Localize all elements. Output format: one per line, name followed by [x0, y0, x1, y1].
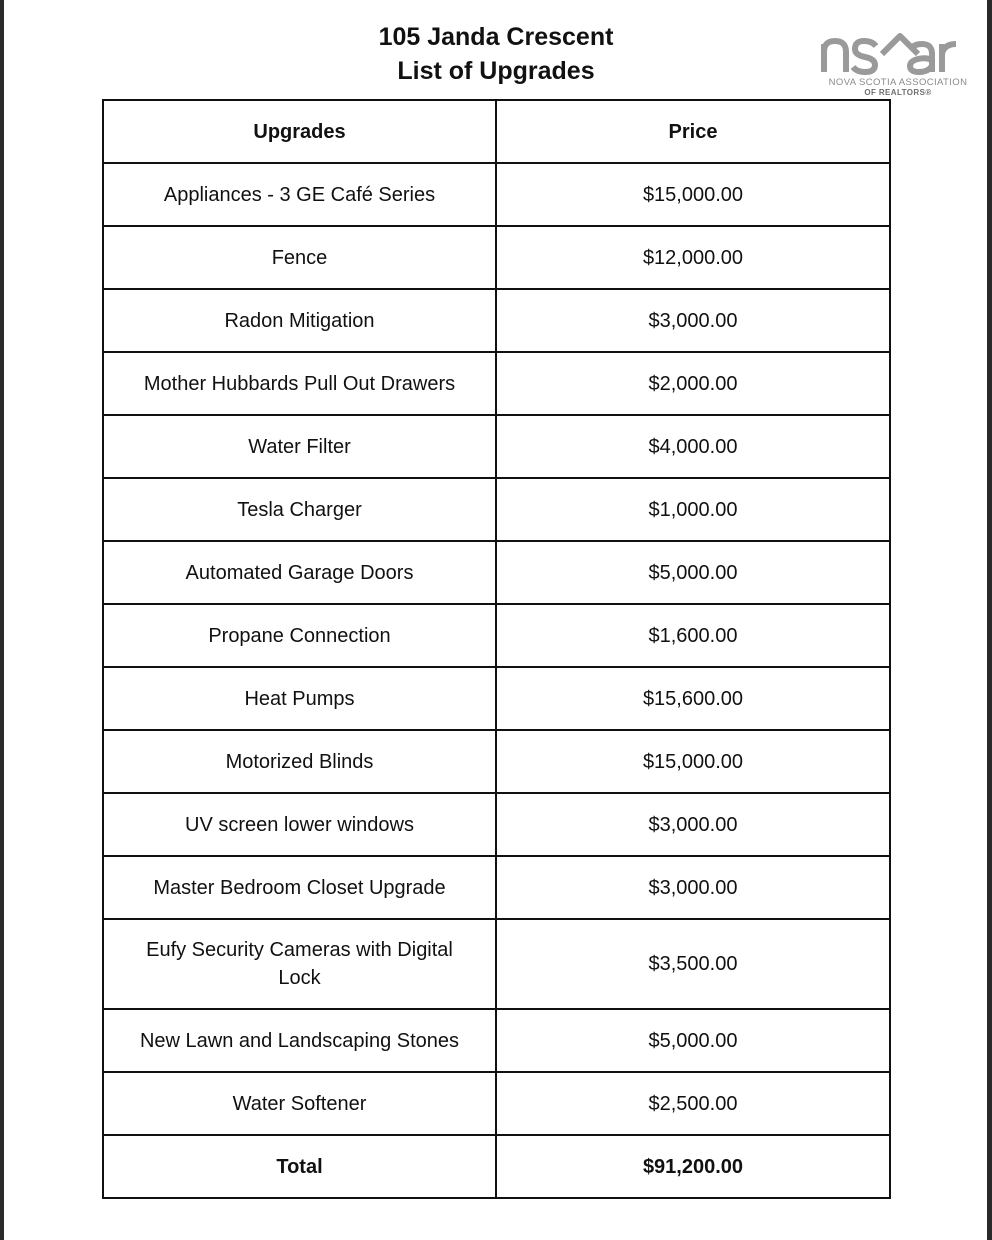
document-title [292, 20, 700, 88]
price-cell: $3,000.00 [496, 289, 890, 352]
table-row [103, 226, 890, 289]
table-row [103, 793, 890, 856]
logo-caption-line1: NOVA SCOTIA ASSOCIATION [828, 77, 968, 88]
table-row [103, 604, 890, 667]
table-row [103, 541, 890, 604]
price-cell: $4,000.00 [496, 415, 890, 478]
table-row [103, 289, 890, 352]
table-row [103, 1009, 890, 1072]
table-row [103, 856, 890, 919]
upgrade-cell: New Lawn and Landscaping Stones [103, 1009, 496, 1072]
upgrade-cell: Tesla Charger [103, 478, 496, 541]
logo-caption-line2: OF REALTORS® [864, 88, 932, 97]
table-row [103, 163, 890, 226]
upgrade-cell: Motorized Blinds [103, 730, 496, 793]
price-cell: $2,000.00 [496, 352, 890, 415]
table-header-row [103, 100, 890, 163]
upgrades-table [102, 99, 891, 1199]
total-label: Total [103, 1135, 496, 1198]
total-row [103, 1135, 890, 1198]
nsar-logo [818, 24, 970, 100]
logo-caption [818, 78, 978, 98]
left-frame-border [0, 0, 4, 1240]
price-cell: $3,500.00 [496, 919, 890, 1009]
table-row [103, 352, 890, 415]
price-cell: $3,000.00 [496, 856, 890, 919]
table-row [103, 415, 890, 478]
price-cell: $1,600.00 [496, 604, 890, 667]
price-cell: $15,000.00 [496, 163, 890, 226]
nsar-wordmark-icon [818, 24, 978, 76]
right-frame-border [987, 0, 992, 1240]
upgrade-cell: Water Softener [103, 1072, 496, 1135]
price-cell: $15,000.00 [496, 730, 890, 793]
price-cell: $1,000.00 [496, 478, 890, 541]
upgrade-cell: Eufy Security Cameras with Digital Lock [103, 919, 496, 1009]
table-row [103, 478, 890, 541]
table-row [103, 919, 890, 1009]
upgrade-cell: Fence [103, 226, 496, 289]
price-cell: $15,600.00 [496, 667, 890, 730]
upgrade-cell: Heat Pumps [103, 667, 496, 730]
upgrade-cell: UV screen lower windows [103, 793, 496, 856]
title-subtitle: List of Upgrades [397, 57, 595, 85]
upgrade-cell: Automated Garage Doors [103, 541, 496, 604]
title-address: 105 Janda Crescent [378, 23, 614, 51]
price-cell: $5,000.00 [496, 1009, 890, 1072]
table-row [103, 667, 890, 730]
upgrade-cell: Propane Connection [103, 604, 496, 667]
price-cell: $3,000.00 [496, 793, 890, 856]
upgrade-cell: Master Bedroom Closet Upgrade [103, 856, 496, 919]
price-cell: $12,000.00 [496, 226, 890, 289]
total-price: $91,200.00 [496, 1135, 890, 1198]
table-row [103, 1072, 890, 1135]
table-row [103, 730, 890, 793]
header-upgrades: Upgrades [103, 100, 496, 163]
price-cell: $5,000.00 [496, 541, 890, 604]
upgrade-cell: Water Filter [103, 415, 496, 478]
upgrade-cell: Radon Mitigation [103, 289, 496, 352]
header-price: Price [496, 100, 890, 163]
upgrade-cell: Appliances - 3 GE Café Series [103, 163, 496, 226]
price-cell: $2,500.00 [496, 1072, 890, 1135]
upgrade-cell: Mother Hubbards Pull Out Drawers [103, 352, 496, 415]
